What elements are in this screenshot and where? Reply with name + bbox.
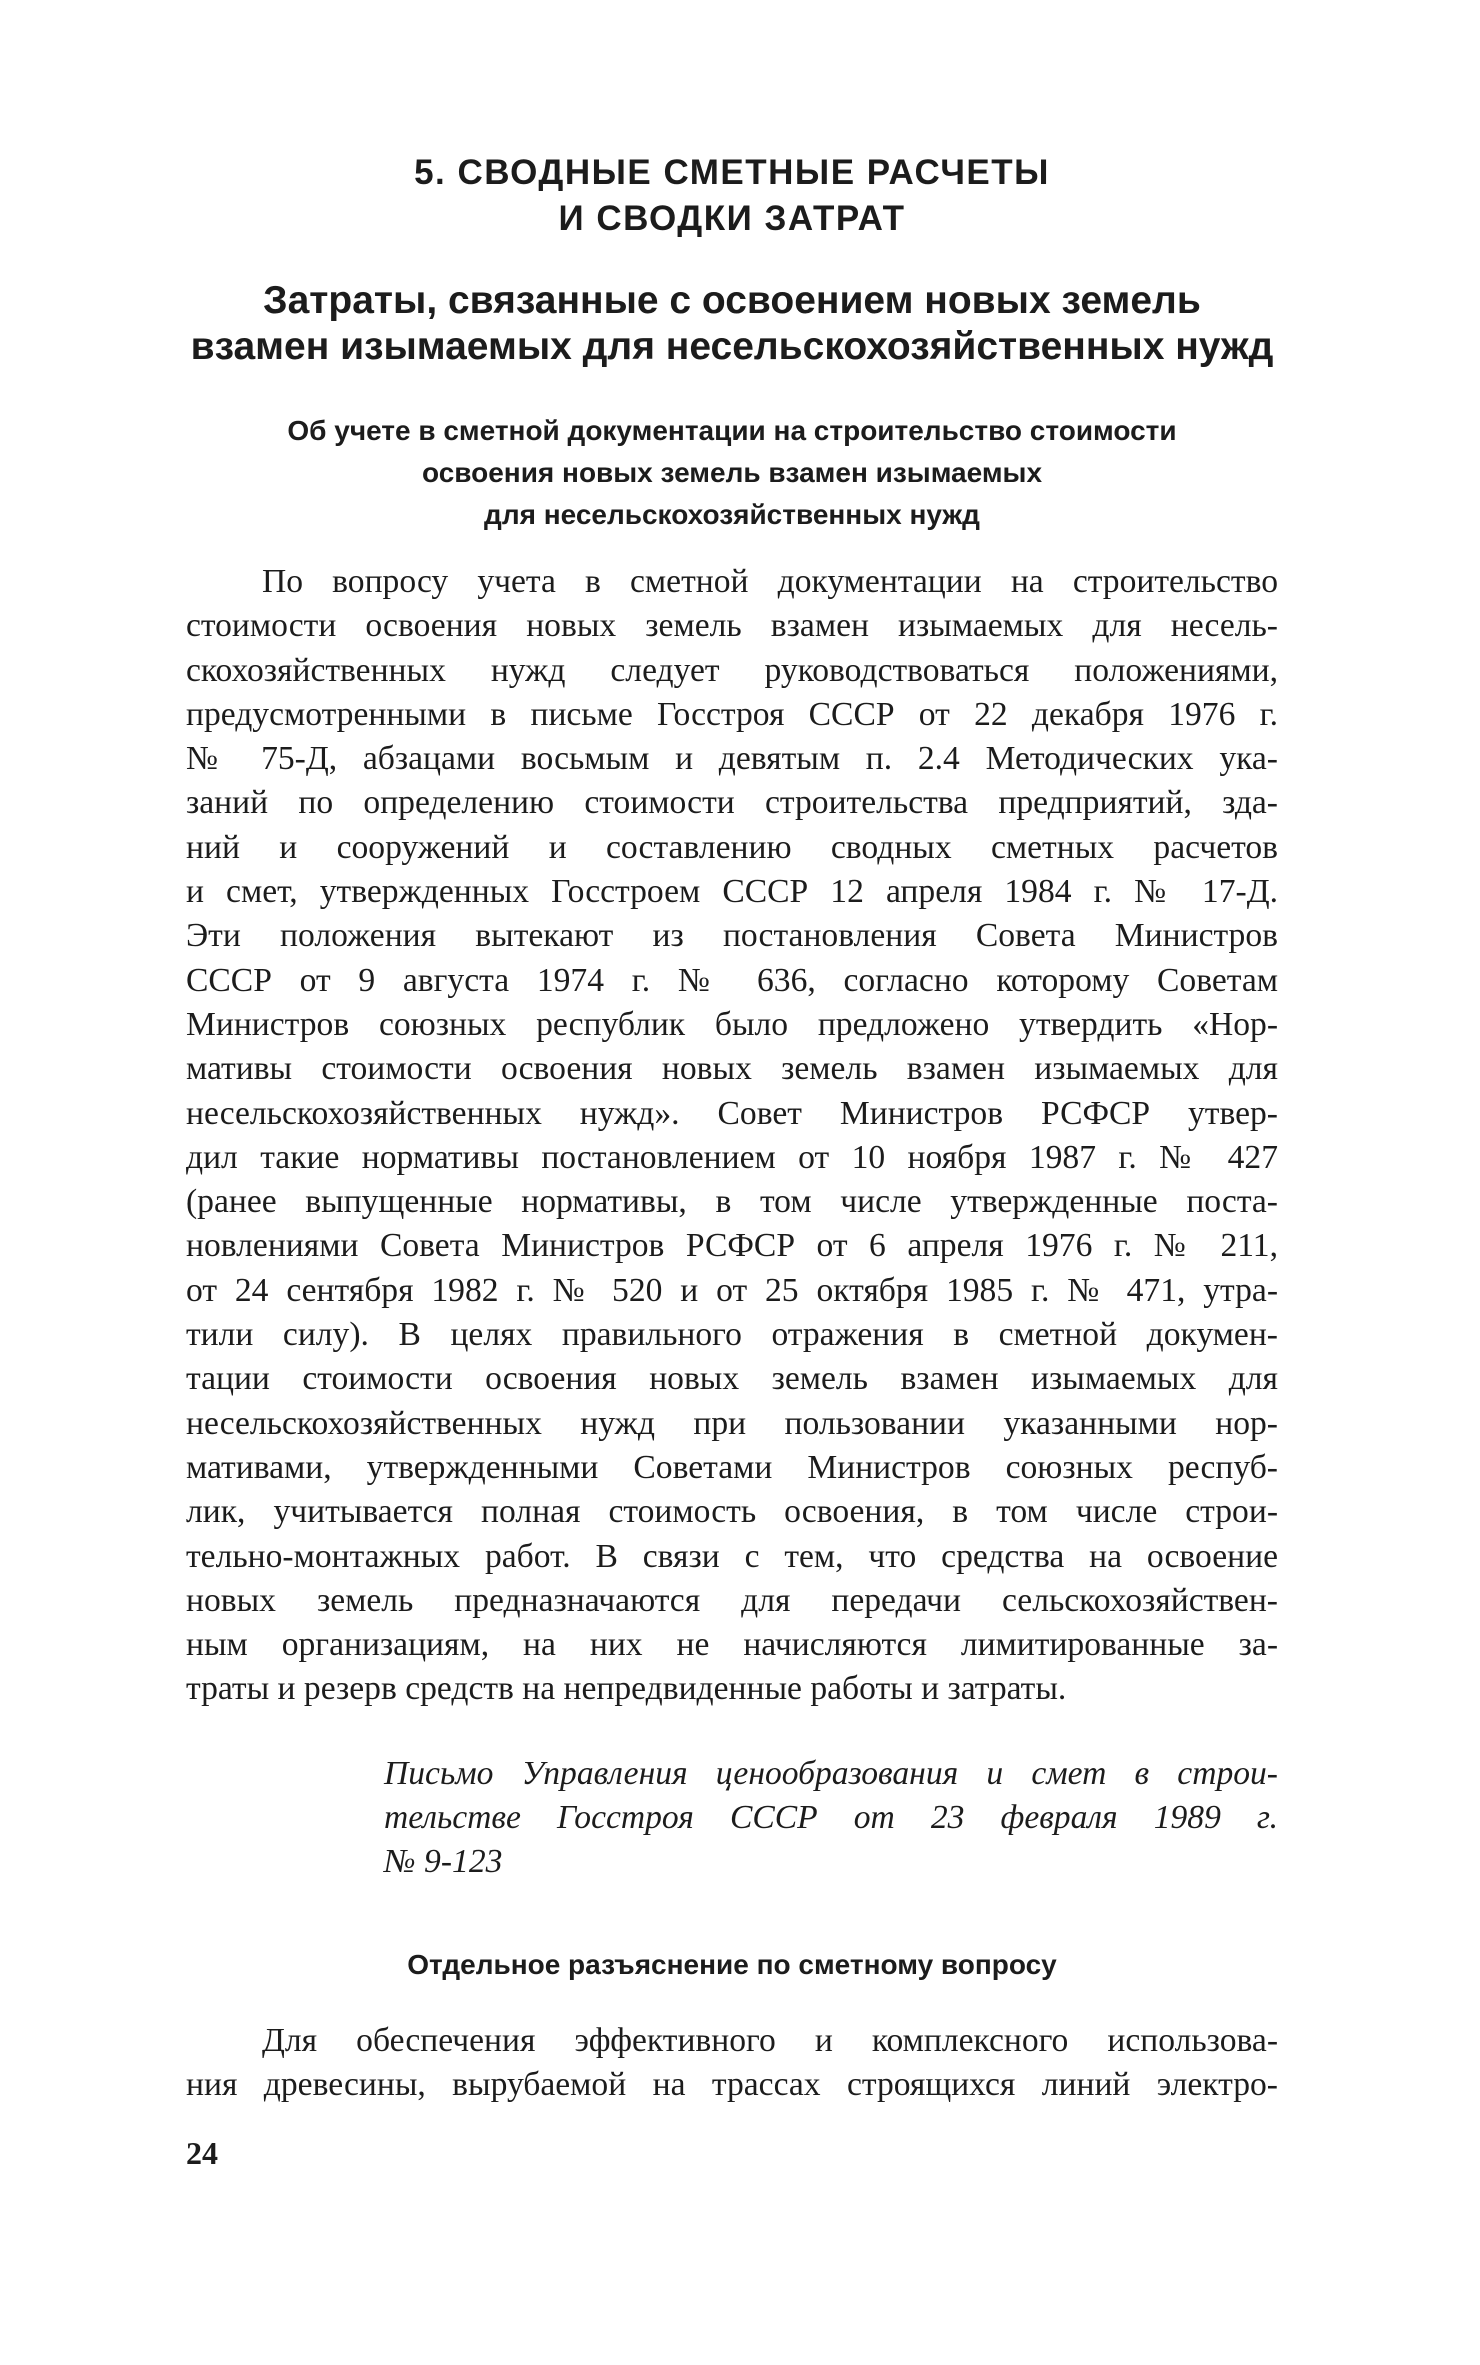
body-line: СССР от 9 августа 1974 г. № 636, согласно которому Советам	[186, 961, 1278, 999]
document-title	[186, 410, 1278, 536]
body-line: от 24 сентября 1982 г. № 520 и от 25 октября 1985 г. № 471, утра-	[186, 1271, 1278, 1309]
body-line: предусмотренными в письме Госстроя СССР от 22 декабря 1976 г.	[186, 695, 1278, 733]
body-line: траты и резерв средств на непредвиденные работы и затраты.	[186, 1670, 1067, 1708]
body-line: Министров союзных республик было предложено утвердить «Нор-	[186, 1005, 1278, 1043]
page-content	[186, 150, 1278, 2107]
subtitle-line: Затраты, связанные с освоением новых земель	[263, 279, 1201, 322]
body-line: Эти положения вытекают из постановления Совета Министров	[186, 917, 1278, 955]
body-line: № 75-Д, абзацами восьмым и девятым п. 2.4 Методических ука-	[186, 740, 1278, 778]
body-line: тили силу). В целях правильного отражения в сметной докумен-	[186, 1316, 1278, 1354]
body-line: ний и сооружений и составлению сводных сметных расчетов	[186, 828, 1278, 866]
document-title-line: для несельскохозяйственных нужд	[484, 499, 980, 530]
body-line: новых земель предназначаются для передачи сельскохозяйствен-	[186, 1581, 1278, 1619]
body-line: заний по определению стоимости строительства предприятий, зда-	[186, 784, 1278, 822]
body-line: стоимости освоения новых земель взамен изымаемых для несель-	[186, 607, 1278, 645]
body-line: лик, учитывается полная стоимость освоения, в том числе строи-	[186, 1493, 1278, 1531]
document-title-line: Об учете в сметной документации на строительство стоимости	[287, 415, 1177, 446]
body-line: дил такие нормативы постановлением от 10 ноября 1987 г. № 427	[186, 1138, 1278, 1176]
body-line: По вопросу учета в сметной документации на строительство	[262, 563, 1278, 600]
body-line: скохозяйственных нужд следует руководствоваться положениями,	[186, 651, 1278, 689]
body-line: несельскохозяйственных нужд при пользовании указанными нор-	[186, 1404, 1278, 1442]
body-paragraph	[186, 560, 1278, 1712]
body-line: ния древесины, вырубаемой на трассах строящихся линий электро-	[186, 2065, 1278, 2103]
body-line: новлениями Совета Министров РСФСР от 6 апреля 1976 г. № 211,	[186, 1227, 1278, 1265]
subtitle	[186, 278, 1278, 370]
signature-line: тельстве Госстроя СССР от 23 февраля 1989 г.	[384, 1799, 1278, 1837]
signature-line: № 9-123	[384, 1843, 503, 1881]
body-line: тации стоимости освоения новых земель взамен изымаемых для	[186, 1360, 1278, 1398]
page-number: 24	[186, 2135, 218, 2171]
section-title	[186, 150, 1278, 242]
body-line: тельно-монтажных работ. В связи с тем, что средства на освоение	[186, 1537, 1278, 1575]
section-title-line: И СВОДКИ ЗАТРАТ	[558, 199, 906, 238]
body-line: мативы стоимости освоения новых земель взамен изымаемых для	[186, 1050, 1278, 1088]
document-title-line: освоения новых земель взамен изымаемых	[421, 457, 1043, 488]
source-signature	[384, 1752, 1278, 1885]
body-line: ным организациям, на них не начисляются лимитированные за-	[186, 1626, 1278, 1664]
body-line: мативами, утвержденными Советами Министров союзных респуб-	[186, 1448, 1278, 1486]
section-title-line: 5. СВОДНЫЕ СМЕТНЫЕ РАСЧЕТЫ	[414, 153, 1050, 192]
body-line: и смет, утвержденных Госстроем СССР 12 апреля 1984 г. № 17-Д.	[186, 873, 1278, 911]
second-paragraph	[186, 2019, 1278, 2108]
body-line: несельскохозяйственных нужд». Совет Министров РСФСР утвер-	[186, 1094, 1278, 1132]
signature-line: Письмо Управления ценообразования и смет в строи-	[384, 1754, 1278, 1792]
subtitle-line: взамен изымаемых для несельскохозяйственных нужд	[190, 325, 1274, 368]
subheading: Отдельное разъяснение по сметному вопросу	[407, 1948, 1057, 1980]
body-line: (ранее выпущенные нормативы, в том числе утвержденные поста-	[186, 1183, 1278, 1221]
body-line: Для обеспечения эффективного и комплексного использова-	[262, 2021, 1278, 2059]
